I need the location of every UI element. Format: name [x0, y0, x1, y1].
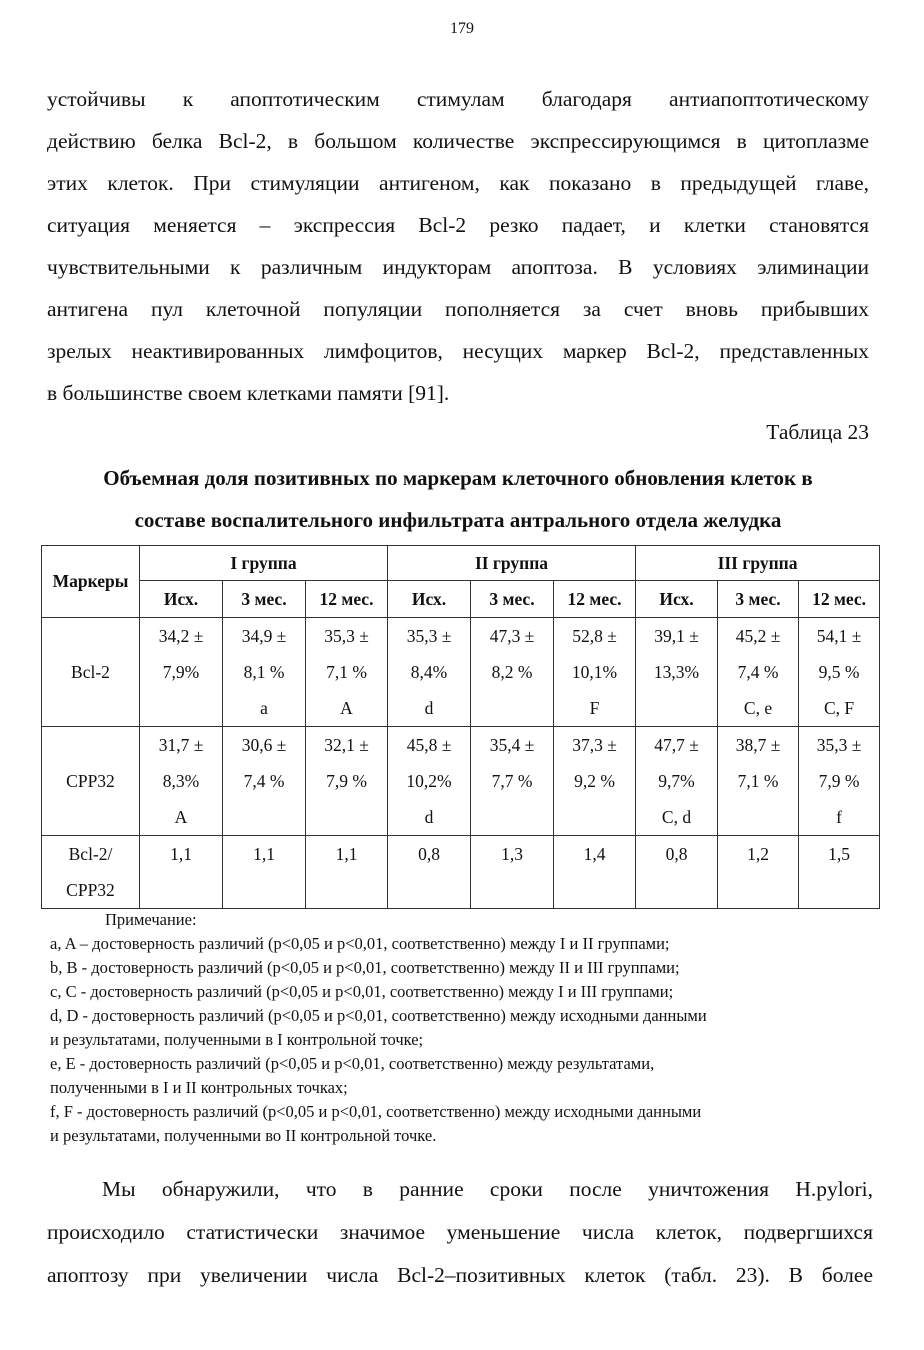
cell-error: 10,1%: [571, 662, 618, 682]
text-line: происходило статистически значимое уменьшение числа клеток, подвергшихся: [47, 1220, 873, 1244]
text-line: апоптозу при увеличении числа Bcl-2–позитивных клеток (табл. 23). В более: [47, 1263, 873, 1287]
text-line: чувствительными к различным индукторам апоптоза. В условиях элиминации: [47, 255, 869, 279]
table-cell: [636, 727, 718, 836]
note-line: и результатами, полученными в I контрольной точке;: [50, 1030, 424, 1049]
note-line: f, F - достоверность различий (p<0,05 и p<0,01, соответственно) между исходными данными: [50, 1102, 702, 1121]
table-cell: [554, 727, 636, 836]
cell-error: 13,3%: [653, 662, 700, 682]
cell-error: 7,7 %: [491, 771, 533, 791]
note-line: d, D - достоверность различий (p<0,05 и p<0,01, соответственно) между исходными данными: [50, 1006, 707, 1025]
ratio-value: 1,2: [747, 844, 769, 864]
cell-error: 7,1 %: [326, 662, 367, 682]
table-cell: [799, 618, 880, 727]
cell-mean: 32,1 ±: [324, 735, 369, 755]
cell-significance: A: [340, 698, 353, 718]
table-cell: [554, 836, 636, 909]
cell-significance: d: [424, 698, 434, 718]
ratio-value: 0,8: [665, 844, 688, 864]
cell-error: 9,7%: [658, 771, 695, 791]
cell-significance: [140, 690, 222, 726]
table-cell: [223, 836, 306, 909]
table-cell: [636, 618, 718, 727]
text-line: зрелых неактивированных лимфоцитов, несущих маркер Bcl-2, представленных: [47, 339, 869, 363]
cell-error: 9,2 %: [574, 771, 615, 791]
row-label: [42, 836, 140, 909]
cell-mean: 47,7 ±: [654, 735, 699, 755]
cell-error: 7,4 %: [243, 771, 285, 791]
ratio-value: 0,8: [418, 844, 440, 864]
row-label-line: CPP32: [66, 880, 115, 900]
table-cell: [223, 727, 306, 836]
period-header: 3 мес.: [471, 581, 554, 618]
table-cell: [471, 618, 554, 727]
text-line: в большинстве своем клетками памяти [91].: [47, 381, 450, 405]
cell-mean: 52,8 ±: [572, 626, 617, 646]
cell-significance: [471, 690, 553, 726]
period-header: Исх.: [636, 581, 718, 618]
cell-significance: d: [424, 807, 434, 827]
row-label-line: Bcl-2/: [68, 844, 113, 864]
cell-error: 8,3%: [162, 771, 200, 791]
cell-mean: 35,4 ±: [489, 735, 535, 755]
ratio-value: 1,5: [828, 844, 850, 864]
cell-significance: C, e: [743, 698, 773, 718]
table-row-cpp32: [42, 727, 880, 836]
row-label: CPP32: [42, 727, 140, 836]
text-line: Мы обнаружили, что в ранние сроки после уничтожения H.pylori,: [102, 1177, 873, 1201]
ratio-value: 1,1: [253, 844, 275, 864]
text-line: ситуация меняется – экспрессия Bcl-2 резко падает, и клетки становятся: [47, 213, 869, 237]
cell-error: 7,1 %: [737, 771, 779, 791]
cell-error: 7,4 %: [737, 662, 779, 682]
table-cell: [718, 618, 799, 727]
cell-mean: 47,3 ±: [489, 626, 535, 646]
cell-mean: 45,2 ±: [735, 626, 781, 646]
group-header: II группа: [388, 546, 636, 581]
ratio-value: 1,1: [170, 844, 192, 864]
cell-mean: 54,1 ±: [816, 626, 862, 646]
table-caption: [47, 457, 869, 541]
cell-significance: A: [174, 807, 188, 827]
text-line: устойчивы к апоптотическим стимулам благодаря антиапоптотическому: [47, 87, 869, 111]
ratio-value: 1,1: [335, 844, 358, 864]
table-cell: [799, 727, 880, 836]
table-cell: [718, 836, 799, 909]
note-line: полученными в I и II контрольных точках;: [50, 1078, 348, 1097]
period-header: 3 мес.: [223, 581, 306, 618]
cell-error: 7,9 %: [326, 771, 367, 791]
period-header: Исх.: [388, 581, 471, 618]
cell-error: 9,5 %: [818, 662, 860, 682]
table-cell: [140, 618, 223, 727]
ratio-value: 1,3: [501, 844, 523, 864]
cell-error: 7,9 %: [818, 771, 860, 791]
period-header: 12 мес.: [306, 581, 388, 618]
cell-significance: F: [589, 698, 600, 718]
table-cell: [140, 836, 223, 909]
cell-error: 8,2 %: [491, 662, 533, 682]
period-header: 12 мес.: [799, 581, 880, 618]
ratio-value: 1,4: [583, 844, 606, 864]
row-label: Bcl-2: [42, 618, 140, 727]
caption-line: Объемная доля позитивных по маркерам клеточного обновления клеток в: [103, 466, 813, 490]
table-cell: [388, 727, 471, 836]
table-cell: [306, 618, 388, 727]
cell-mean: 35,3 ±: [406, 626, 452, 646]
note-line: a, A – достоверность различий (p<0,05 и p<0,01, соответственно) между I и II группами;: [50, 934, 670, 953]
note-line: b, B - достоверность различий (p<0,05 и p<0,01, соответственно) между II и III группами;: [50, 958, 680, 977]
text-line: антигена пул клеточной популяции пополняется за счет вновь прибывших: [47, 297, 869, 321]
cell-error: 7,9%: [162, 662, 200, 682]
cell-significance: C, d: [661, 807, 692, 827]
table-cell: [799, 836, 880, 909]
notes-heading: Примечание:: [105, 910, 197, 929]
data-table: [41, 545, 880, 909]
table-cell: [718, 727, 799, 836]
note-line: и результатами, полученными во II контрольной точке.: [50, 1126, 437, 1145]
table-notes: [50, 908, 880, 1148]
cell-mean: 34,9 ±: [241, 626, 287, 646]
period-header: Исх.: [140, 581, 223, 618]
cell-mean: 39,1 ±: [654, 626, 699, 646]
table-cell: [554, 618, 636, 727]
table-row-bcl2: [42, 618, 880, 727]
cell-mean: 35,3 ±: [816, 735, 862, 755]
note-line: c, C - достоверность различий (p<0,05 и p<0,01, соответственно) между I и III группами;: [50, 982, 674, 1001]
text-line: этих клеток. При стимуляции антигеном, как показано в предыдущей главе,: [47, 171, 869, 195]
caption-line: составе воспалительного инфильтрата антрального отдела желудка: [134, 508, 782, 532]
cell-significance: [223, 799, 305, 835]
period-header: 3 мес.: [718, 581, 799, 618]
markers-header: Маркеры: [42, 546, 140, 618]
cell-mean: 38,7 ±: [735, 735, 781, 755]
cell-mean: 34,2 ±: [158, 626, 204, 646]
cell-significance: [554, 799, 635, 835]
cell-significance: [718, 799, 798, 835]
table-cell: [306, 836, 388, 909]
note-line: e, E - достоверность различий (p<0,05 и p<0,01, соответственно) между результатами,: [50, 1054, 655, 1073]
cell-mean: 45,8 ±: [406, 735, 452, 755]
cell-significance: a: [260, 698, 268, 718]
cell-significance: f: [836, 807, 842, 827]
table-cell: [223, 618, 306, 727]
table-cell: [471, 727, 554, 836]
table-cell: [636, 836, 718, 909]
cell-significance: [636, 690, 717, 726]
table-cell: [388, 836, 471, 909]
cell-mean: 37,3 ±: [572, 735, 617, 755]
cell-mean: 30,6 ±: [241, 735, 287, 755]
text-line: действию белка Bcl-2, в большом количестве экспрессирующимся в цитоплазме: [47, 129, 869, 153]
paragraph-1: [47, 78, 869, 414]
period-header: 12 мес.: [554, 581, 636, 618]
page-number: 179: [450, 20, 474, 37]
group-header: I группа: [140, 546, 388, 581]
cell-mean: 31,7 ±: [158, 735, 204, 755]
cell-error: 10,2%: [406, 771, 452, 791]
cell-error: 8,1 %: [243, 662, 285, 682]
table-number: Таблица 23: [766, 420, 869, 444]
group-header: III группа: [636, 546, 880, 581]
table-cell: [388, 618, 471, 727]
table-cell: [471, 836, 554, 909]
cell-significance: [471, 799, 553, 835]
table-cell: [306, 727, 388, 836]
cell-mean: 35,3 ±: [324, 626, 369, 646]
paragraph-2: [47, 1168, 873, 1297]
table-row-ratio: [42, 836, 880, 909]
cell-error: 8,4%: [410, 662, 448, 682]
table-cell: [140, 727, 223, 836]
cell-significance: [306, 799, 387, 835]
cell-significance: C, F: [823, 698, 855, 718]
